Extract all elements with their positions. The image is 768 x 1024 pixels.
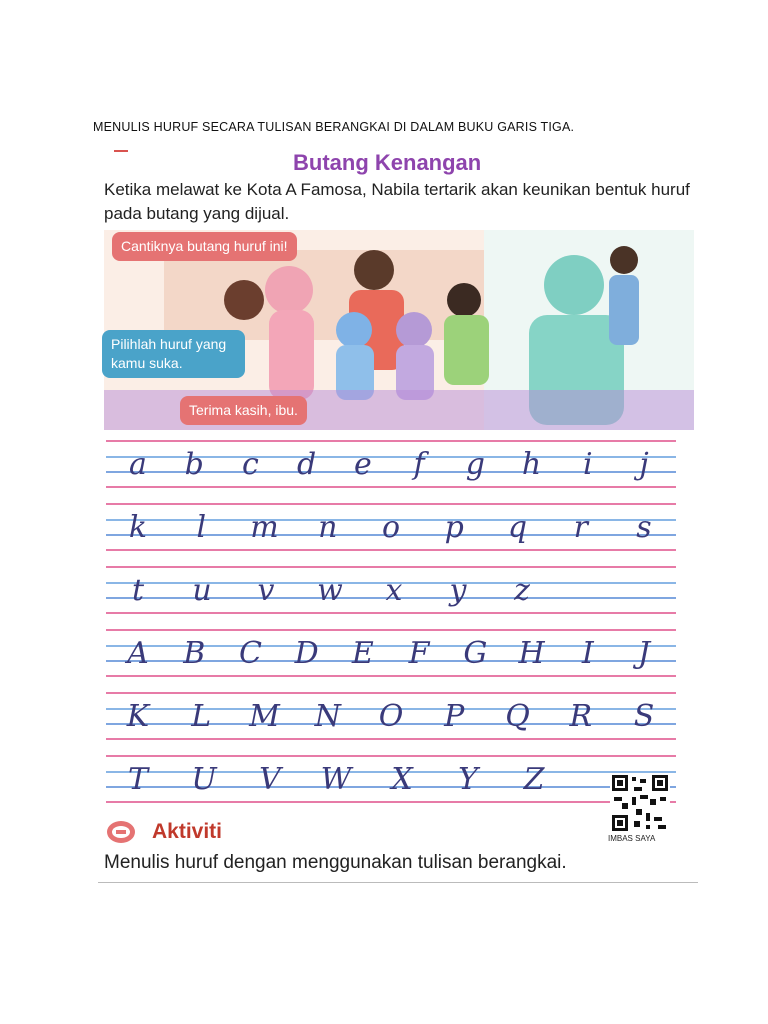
cursive-letter: J: [637, 636, 650, 671]
cursive-letter: b: [184, 447, 204, 482]
cursive-letter: l: [196, 510, 207, 545]
cursive-letter: Z: [523, 762, 545, 797]
cursive-letter: E: [351, 636, 374, 671]
cursive-letter: d: [297, 447, 317, 482]
speech-bubble-child: Cantiknya butang huruf ini!: [112, 232, 297, 261]
cursive-letter: w: [317, 573, 343, 608]
cursive-letter: T: [127, 762, 148, 797]
cursive-letter: Q: [505, 699, 530, 734]
page-heading: MENULIS HURUF SECARA TULISAN BERANGKAI DI DALAM BUKU GARIS TIGA.: [93, 120, 575, 134]
textbook-page: [98, 140, 698, 890]
cursive-letter: M: [249, 699, 280, 734]
cursive-letter: N: [314, 699, 341, 734]
cursive-letter: A: [127, 636, 149, 671]
cursive-letter: u: [192, 573, 212, 608]
cursive-letter: f: [413, 447, 425, 482]
cursive-letter: W: [320, 762, 352, 797]
cursive-letter: g: [465, 447, 485, 482]
cursive-letter: e: [353, 447, 372, 482]
cursive-letter: S: [633, 699, 655, 734]
cursive-letter: X: [391, 762, 413, 797]
cursive-letter: r: [573, 510, 588, 545]
letter-row: [106, 562, 676, 625]
cursive-letter: P: [444, 699, 465, 734]
cursive-letter: B: [183, 636, 206, 671]
cursive-letter: n: [318, 510, 338, 545]
cursive-letter: j: [639, 447, 649, 482]
story-title: Butang Kenangan: [293, 150, 482, 175]
cursive-letter: a: [129, 447, 147, 482]
cursive-letter: G: [463, 636, 488, 671]
cursive-letter: R: [569, 699, 593, 734]
cursive-letter: p: [444, 510, 464, 545]
letter-row: [106, 436, 676, 499]
cursive-letter: y: [449, 573, 467, 608]
activity-text: Menulis huruf dengan menggunakan tulisan berangkai.: [104, 852, 567, 873]
activity-icon: [106, 820, 136, 844]
cursive-letter: z: [514, 573, 530, 608]
letter-row: [106, 499, 676, 562]
cursive-letter: i: [582, 447, 593, 482]
cursive-letter: x: [385, 573, 403, 608]
cursive-letter: F: [408, 636, 430, 671]
cursive-letter: O: [378, 699, 404, 734]
cursive-letter: K: [126, 699, 150, 734]
cursive-letter: c: [242, 447, 259, 482]
cursive-letter: o: [381, 510, 401, 545]
speech-bubble-seller: Pilihlah huruf yang kamu suka.: [102, 330, 245, 378]
letter-row: [106, 688, 676, 751]
cursive-letter: s: [636, 510, 652, 545]
cursive-letter: L: [191, 699, 212, 734]
divider: [98, 882, 698, 883]
speech-bubble-thanks: Terima kasih, ibu.: [180, 396, 307, 425]
cursive-letter: H: [518, 636, 545, 671]
cursive-letter: V: [259, 762, 281, 797]
cursive-letter: Y: [458, 762, 478, 797]
cursive-letter: C: [238, 636, 262, 671]
cursive-letter: t: [131, 573, 145, 608]
cursive-letter: v: [257, 573, 275, 608]
cursive-letter: U: [191, 762, 217, 797]
cursive-letter: m: [250, 510, 279, 545]
cursive-letter: k: [128, 510, 148, 545]
story-text: Ketika melawat ke Kota A Famosa, Nabila tertarik akan keunikan bentuk huruf pada butang yang dijual.: [104, 180, 690, 223]
letter-row: [106, 751, 676, 814]
cursive-letter: h: [521, 447, 542, 482]
cursive-letter: q: [507, 510, 528, 545]
page-marker: [114, 150, 128, 152]
handwriting-rows: [106, 436, 676, 814]
activity-title: Aktiviti: [152, 820, 223, 843]
letter-row: [106, 625, 676, 688]
cursive-letter: D: [294, 636, 319, 671]
cursive-letter: I: [581, 636, 594, 671]
qr-code-icon[interactable]: [610, 773, 670, 833]
qr-label: IMBAS SAYA: [608, 834, 656, 843]
